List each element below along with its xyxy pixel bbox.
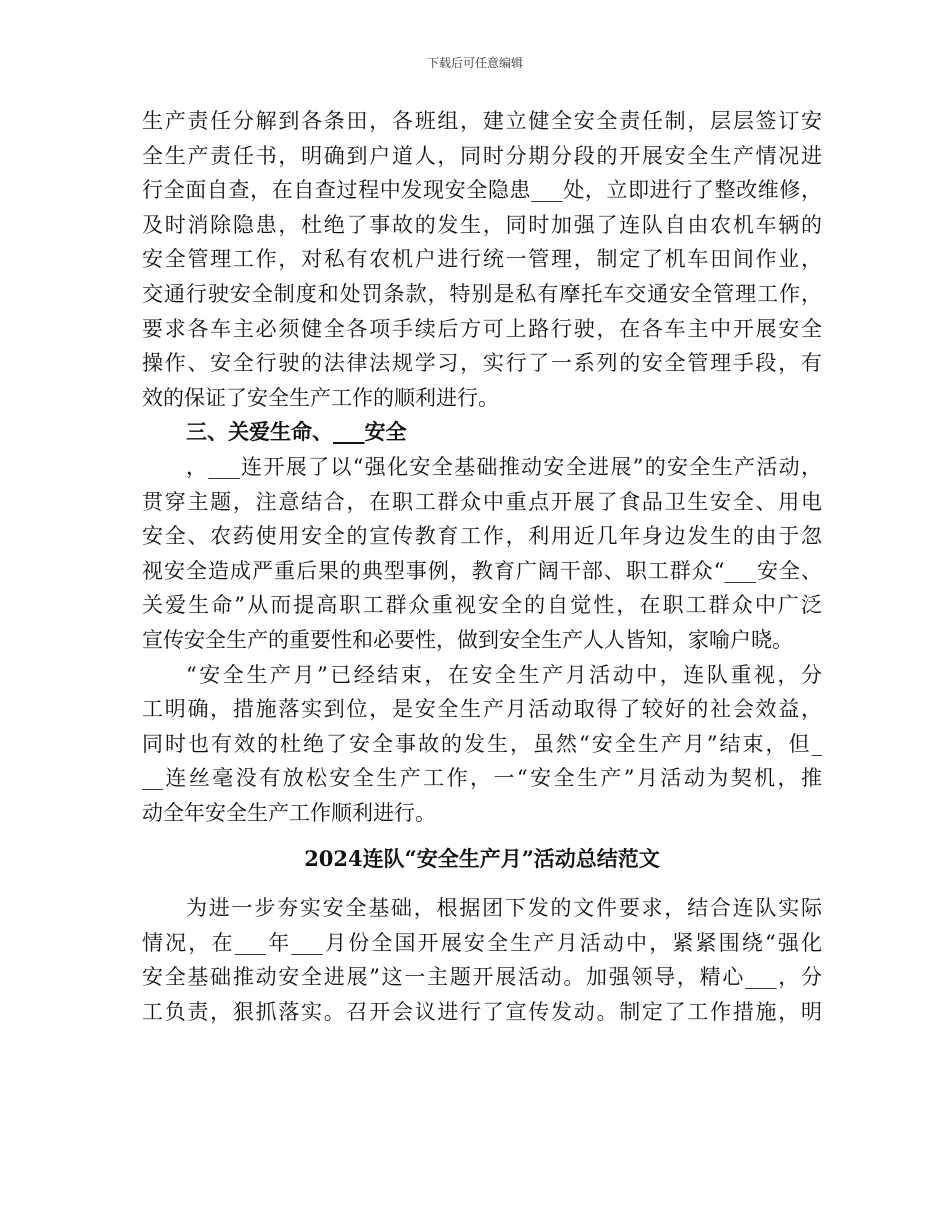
document-title: 2024连队“安全生产月”活动总结范文 bbox=[304, 846, 660, 872]
text-line: 安全、农药使用安全的宣传教育工作，利用近几年身边发生的由于忽 bbox=[142, 524, 822, 549]
text-line: 生产责任分解到各条田，各班组，建立健全安全责任制，层层签订安 bbox=[142, 109, 822, 133]
text-line: 工负责，狠抓落实。召开会议进行了宣传发动。制定了工作措施，明 bbox=[142, 999, 822, 1024]
text-line: 全生产责任书，明确到户道人，同时分期分段的开展安全生产情况进 bbox=[142, 143, 822, 168]
text-line: 及时消除隐患，杜绝了事故的发生，同时加强了连队自由农机车辆的 bbox=[142, 212, 822, 237]
text-line: 宣传安全生产的重要性和必要性，做到安全生产人人皆知，家喻户晓。 bbox=[142, 627, 793, 652]
text-line: 为进一步夯实安全基础，根据团下发的文件要求，结合连队实际 bbox=[186, 896, 822, 921]
page-header: 下载后可任意编辑 bbox=[426, 56, 523, 70]
section-heading: 三、关爱生命、___安全 bbox=[186, 419, 407, 445]
text-line: 动全年安全生产工作顺利进行。 bbox=[142, 800, 436, 825]
text-line: 操作、安全行驶的法律法规学习，实行了一系列的安全管理手段，有 bbox=[142, 351, 822, 376]
paragraph-month-ended bbox=[142, 658, 822, 693]
text-line: 工明确，措施落实到位，是安全生产月活动取得了较好的社会效益， bbox=[142, 697, 822, 722]
text-line: __连丝毫没有放松安全生产工作，一“安全生产”月活动为契机，推 bbox=[142, 766, 822, 791]
text-line: 安全基础推动安全进展”这一主题开展活动。加强领导，精心___，分 bbox=[142, 965, 822, 990]
paragraph-responsibility bbox=[142, 104, 822, 415]
text-line: 关爱生命”从而提高职工群众重视安全的自觉性，在职工群众中广泛 bbox=[142, 593, 822, 618]
text-line: ，___连开展了以“强化安全基础推动安全进展”的安全生产活动， bbox=[186, 454, 822, 479]
text-line: 行全面自查，在自查过程中发现安全隐患___处，立即进行了整改维修， bbox=[142, 178, 822, 203]
paragraph-intro-cont bbox=[142, 926, 822, 1030]
text-line: 安全管理工作，对私有农机户进行统一管理，制定了机车田间作业， bbox=[142, 247, 822, 272]
text-line: 同时也有效的杜绝了安全事故的发生，虽然“安全生产月”结束，但_ bbox=[142, 731, 822, 756]
paragraph-activity bbox=[142, 450, 822, 485]
text-line: “安全生产月”已经结束，在安全生产月活动中，连队重视，分 bbox=[186, 662, 822, 687]
document-body bbox=[142, 104, 822, 1029]
text-line: 效的保证了安全生产工作的顺利进行。 bbox=[142, 385, 499, 410]
paragraph-intro bbox=[142, 891, 822, 926]
text-line: 交通行驶安全制度和处罚条款，特别是私有摩托车交通安全管理工作， bbox=[142, 281, 822, 306]
paragraph-month-ended-cont bbox=[142, 692, 822, 830]
paragraph-activity-cont bbox=[142, 485, 822, 658]
text-line: 要求各车主必须健全各项手续后方可上路行驶，在各车主中开展安全 bbox=[142, 316, 822, 341]
text-line: 视安全造成严重后果的典型事例，教育广阔干部、职工群众“___安全、 bbox=[142, 558, 822, 583]
text-line: 贯穿主题，注意结合，在职工群众中重点开展了食品卫生安全、用电 bbox=[142, 489, 822, 514]
text-line: 情况，在___年___月份全国开展安全生产月活动中，紧紧围绕“强化 bbox=[142, 930, 822, 955]
